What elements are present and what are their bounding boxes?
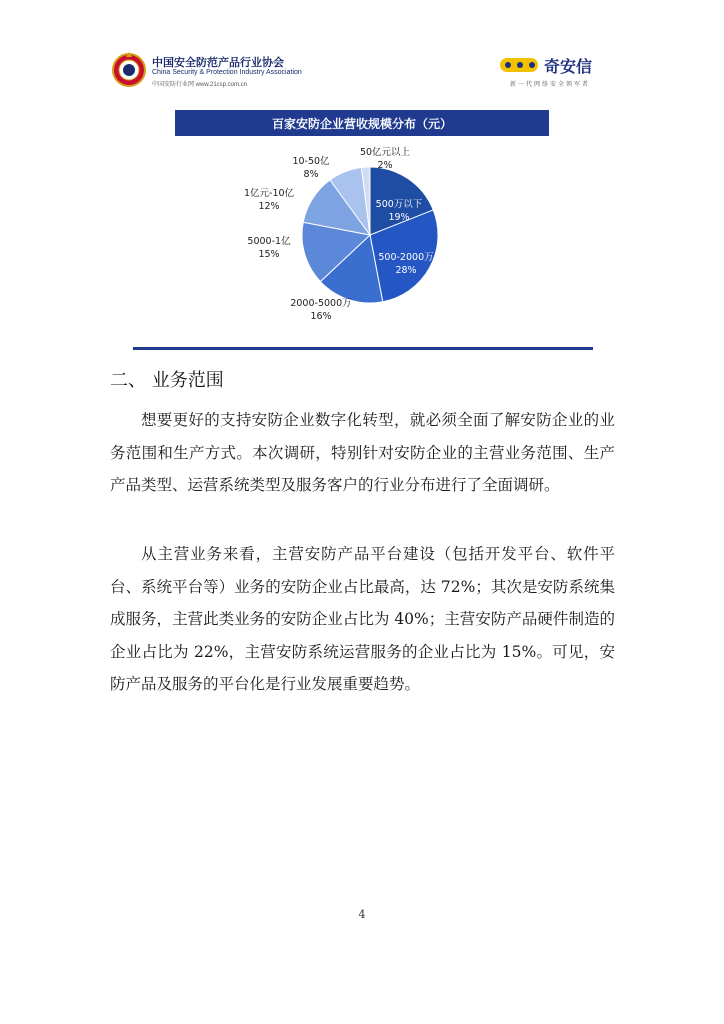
slice-label: 50亿元以上	[359, 147, 411, 158]
association-name-en: China Security & Protection Industry Association	[152, 69, 302, 76]
revenue-pie-chart	[200, 140, 540, 330]
association-name-cn: 中国安全防范产品行业协会	[152, 56, 284, 69]
brand-name: 奇安信	[544, 57, 593, 76]
association-seal-icon	[110, 50, 148, 90]
slice-percent-label: 2%	[377, 160, 393, 171]
association-website: 中国安防行业网 www.21csp.com.cn	[152, 82, 248, 88]
slice-percent-label: 8%	[303, 169, 319, 180]
slice-percent-label: 16%	[310, 311, 332, 322]
chart-title: 百家安防企业营收规模分布（元）	[175, 110, 549, 136]
brand-slogan: 新一代网络安全领军者	[510, 81, 591, 88]
page-number: 4	[358, 908, 366, 921]
paragraph-1: 想要更好的支持安防企业数字化转型，就必须全面了解安防企业的业务范围和生产方式。本次调研，特别针对安防企业的主营业务范围、生产产品类型、运营系统类型及服务客户的行业分布进行了全面调研。	[110, 411, 615, 494]
qianxin-logo-icon	[498, 52, 542, 76]
slice-label: 500-2000万	[378, 252, 434, 263]
slice-label: 2000-5000万	[290, 298, 352, 309]
paragraph-2: 从主营业务来看，主营安防产品平台建设（包括开发平台、软件平台、系统平台等）业务的安防企业占比最高，达 72%；其次是安防系统集成服务，主营此类业务的安防企业占比为 40%；主营安防产品硬件制造的企业占比为 22%，主营安防系统运营服务的企业占比为 15%。可见，安防产品及服务的平台化是行业发展重要趋势。	[110, 545, 615, 693]
slice-label: 1亿元-10亿	[243, 188, 295, 199]
slice-percent-label: 19%	[388, 212, 410, 223]
slice-percent-label: 28%	[395, 265, 417, 276]
brand-header	[498, 52, 618, 92]
slice-label: 5000-1亿	[247, 236, 291, 247]
slice-percent-label: 15%	[258, 249, 280, 260]
association-header	[110, 50, 340, 100]
slice-percent-label: 12%	[258, 201, 280, 212]
section-heading: 二、 业务范围	[110, 370, 224, 391]
slice-label: 500万以下	[375, 199, 423, 210]
slice-label: 10-50亿	[292, 156, 330, 167]
section-divider	[133, 347, 593, 350]
